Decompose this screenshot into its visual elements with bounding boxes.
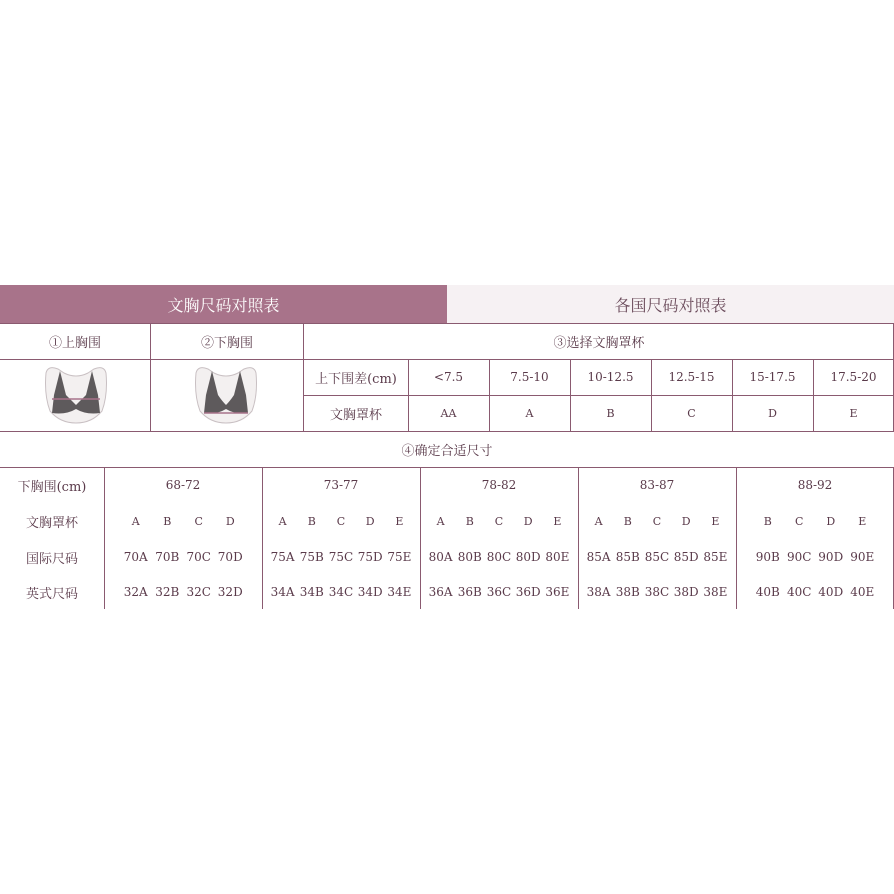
underbust-range: 88-92 — [797, 478, 833, 492]
cup-size-label: 文胸罩杯 — [329, 407, 382, 423]
cup-letter: C — [336, 514, 346, 528]
cup-letter: E — [553, 514, 562, 528]
cup-letter: B — [465, 514, 474, 528]
international-size: 80B — [457, 550, 482, 564]
cup-row-label: 文胸罩杯 — [25, 515, 78, 531]
bust-difference-label: 上下围差(cm) — [315, 371, 397, 387]
underbust-range: 68-72 — [165, 478, 201, 492]
cup-letter: A — [594, 514, 603, 528]
uk-size: 40E — [850, 585, 875, 599]
bust-difference-value: 17.5-20 — [830, 370, 877, 384]
uk-size: 36E — [545, 585, 570, 599]
uk-size: 40B — [755, 585, 780, 599]
international-size: 85D — [673, 550, 699, 564]
cup-letter: D — [681, 514, 691, 528]
uk-size: 38D — [673, 585, 699, 599]
international-size: 85C — [644, 550, 670, 564]
uk-size: 32C — [186, 585, 211, 599]
international-size: 85E — [703, 550, 728, 564]
international-size: 75A — [270, 550, 295, 564]
cup-value: E — [849, 406, 858, 420]
uk-size: 38E — [703, 585, 728, 599]
bust-difference-value: 10-12.5 — [587, 370, 634, 384]
international-size: 70D — [217, 550, 243, 564]
cup-letter: A — [436, 514, 445, 528]
international-size: 80E — [545, 550, 570, 564]
international-size: 75E — [387, 550, 412, 564]
international-size: 80D — [515, 550, 541, 564]
international-size: 70C — [186, 550, 211, 564]
tab-international-size-chart[interactable]: 各国尺码对照表 — [447, 285, 894, 323]
cup-letter: E — [711, 514, 720, 528]
uk-size: 38C — [644, 585, 670, 599]
uk-size: 36B — [457, 585, 482, 599]
bra-size-chart — [0, 285, 894, 609]
cup-value: A — [525, 406, 534, 420]
uk-size: 40C — [787, 585, 812, 599]
underbust-range: 78-82 — [481, 478, 517, 492]
international-size: 75B — [299, 550, 324, 564]
bra-upper-bust-icon — [40, 365, 112, 427]
upper-bust-label: ①上胸围 — [48, 335, 101, 351]
underbust-range: 73-77 — [323, 478, 359, 492]
international-size: 85A — [586, 550, 611, 564]
international-size: 90C — [787, 550, 812, 564]
cup-letter: D — [365, 514, 375, 528]
uk-size: 38A — [586, 585, 611, 599]
uk-size: 34E — [387, 585, 412, 599]
uk-size: 34D — [357, 585, 383, 599]
uk-size: 36D — [515, 585, 541, 599]
international-size: 90B — [755, 550, 780, 564]
cup-letter: A — [278, 514, 287, 528]
uk-size: 32D — [217, 585, 243, 599]
international-size: 85B — [615, 550, 640, 564]
uk-size: 34B — [299, 585, 324, 599]
international-size: 90E — [850, 550, 875, 564]
cup-letter: C — [795, 514, 804, 528]
underbust-range: 83-87 — [639, 478, 675, 492]
cup-value: AA — [440, 406, 457, 420]
international-size: 80C — [486, 550, 512, 564]
international-size-row-label: 国际尺码 — [25, 551, 78, 567]
choose-cup-label: ③选择文胸罩杯 — [553, 335, 645, 351]
cup-letter: E — [395, 514, 404, 528]
cup-letter: D — [826, 514, 836, 528]
international-size: 70B — [155, 550, 180, 564]
uk-size: 34C — [328, 585, 354, 599]
cup-letter: C — [494, 514, 504, 528]
tab-bar — [0, 285, 894, 323]
uk-size: 34A — [270, 585, 295, 599]
bust-difference-value: <7.5 — [433, 370, 464, 384]
cup-letter: B — [307, 514, 316, 528]
international-size: 90D — [818, 550, 844, 564]
uk-size: 32A — [123, 585, 148, 599]
under-bust-label: ②下胸围 — [200, 335, 253, 351]
cup-value: B — [606, 406, 615, 420]
tab-bra-size-chart[interactable]: 文胸尺码对照表 — [0, 285, 447, 323]
cup-letter: D — [523, 514, 533, 528]
bra-under-bust-icon — [190, 365, 262, 427]
international-size: 70A — [123, 550, 148, 564]
cup-letter: D — [225, 514, 235, 528]
underbust-row-label: 下胸围(cm) — [17, 479, 87, 495]
cup-letter: A — [131, 514, 140, 528]
cup-value: C — [687, 406, 696, 420]
bust-difference-value: 7.5-10 — [510, 370, 549, 384]
international-size: 75D — [357, 550, 383, 564]
bust-difference-value: 15-17.5 — [749, 370, 796, 384]
bust-difference-value: 12.5-15 — [668, 370, 715, 384]
cup-letter: C — [652, 514, 662, 528]
section-title: ④确定合适尺寸 — [401, 443, 493, 459]
uk-size: 40D — [818, 585, 844, 599]
uk-size: 36A — [428, 585, 453, 599]
uk-size: 32B — [155, 585, 180, 599]
uk-size: 36C — [486, 585, 512, 599]
uk-size-row-label: 英式尺码 — [25, 586, 78, 602]
cup-letter: B — [163, 514, 172, 528]
cup-letter: C — [194, 514, 203, 528]
cup-letter: E — [858, 514, 867, 528]
cup-value: D — [768, 406, 777, 420]
international-size: 75C — [328, 550, 354, 564]
international-size: 80A — [428, 550, 453, 564]
uk-size: 38B — [615, 585, 640, 599]
cup-letter: B — [763, 514, 772, 528]
cup-letter: B — [623, 514, 632, 528]
